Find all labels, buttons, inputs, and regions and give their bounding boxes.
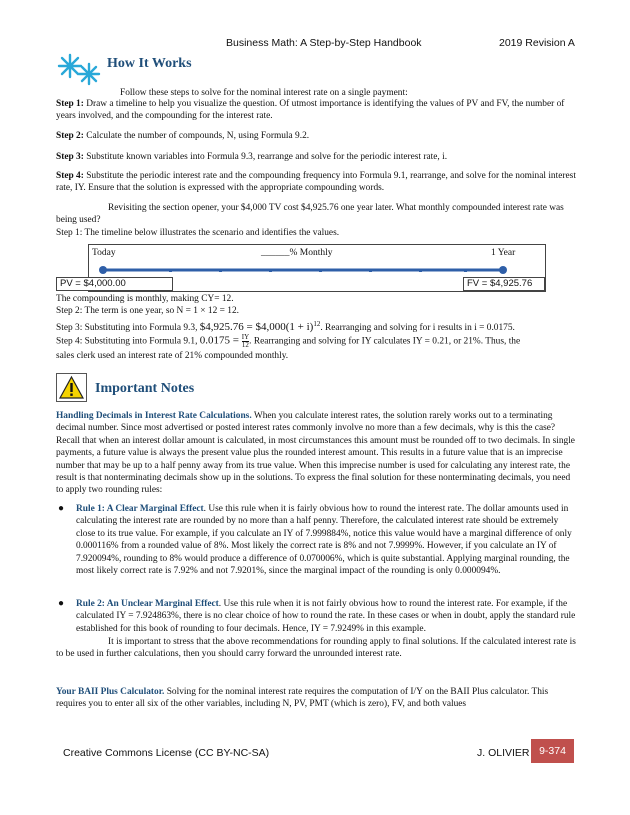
section-heading-important-notes: Important Notes <box>95 381 195 396</box>
timeline-label-today: Today <box>92 248 116 258</box>
fraction-numerator: IY <box>241 333 250 341</box>
calculator-subheading: Your BAII Plus Calculator. <box>56 687 165 697</box>
step-text: Substitute the periodic interest rate and the compounding frequency into Formula 9.1, rearrange, and solve for the nominal interest rate, IY. Ensure that the solution is expressed with the appropriate compounding words. <box>56 171 576 194</box>
timeline-label-end: 1 Year <box>491 248 516 258</box>
how-step-2 <box>56 130 576 142</box>
bullet-icon: ● <box>58 503 65 514</box>
how-step-4 <box>56 170 576 195</box>
example-step-4 <box>56 334 576 349</box>
example-step-3 <box>56 318 576 335</box>
section-heading-how-it-works: How It Works <box>107 56 192 71</box>
step-text: Calculate the number of compounds, N, using Formula 9.2. <box>83 131 310 141</box>
step-label: Step 3: <box>56 152 84 162</box>
running-header-title: Business Math: A Step-by-Step Handbook <box>226 37 422 49</box>
example-compounding: The compounding is monthly, making CY= 12. <box>56 294 234 304</box>
rule1-text: . Use this rule when it is fairly obvious how to round the interest rate. The dollar amounts used in calculating the interest rate are rounded by no more than a half penny. Therefore, the calculated interest rate should be extremely close to its true value. For example, if you calculate an IY of 7.999884%, notice this value would have a marginal difference of only 0.000116% from a rounded value of 8%. Most likely the correct rate is 8% and not 7.9999%. However, if you calculate an IY of 7.920094%, rounding to 8% would produce a difference of 0.070006%, which is quite substantial. Applying marginal rounding, the most likely correct rate is 7.92% and not 7.9201%, since the marginal impact of the rounding is only 0.000094%. <box>76 504 572 577</box>
page-number-badge: 9-374 <box>531 739 574 763</box>
rule2-text: . Use this rule when it is not fairly obvious how to round the interest rate. For example, if the calculated IY = 7.924863%, there is no clear choice of how to round the rate. In these cases or when in doubt, apply the standard rule established for this book of rounding to four decimals. Hence, IY = 7.9249% in this example. <box>76 599 576 634</box>
how-step-3 <box>56 151 576 163</box>
rule2-title: Rule 2: An Unclear Marginal Effect <box>76 599 219 609</box>
running-header-revision: 2019 Revision A <box>499 37 575 49</box>
final-solutions-paragraph: It is important to stress that the above recommendations for rounding apply to final solutions. If the calculated interest rate is to be used in further calculations, then you should carry forward the unrounded interest rate. <box>56 637 576 660</box>
example-conclusion: sales clerk used an interest rate of 21% compounded monthly. <box>56 351 289 361</box>
timeline-axis <box>89 265 545 275</box>
footer-author: J. OLIVIER <box>477 747 530 759</box>
example-step-1: Step 1: The timeline below illustrates the scenario and identifies the values. <box>56 228 340 238</box>
step-label: Step 4: <box>56 171 84 181</box>
snowflake-gears-icon <box>56 52 102 88</box>
rounding-rule-2 <box>76 598 576 635</box>
step-label: Step 2: <box>56 131 84 141</box>
step3-prefix: Step 3: Substituting into Formula 9.3, <box>56 323 200 334</box>
step4-prefix: Step 4: Substituting into Formula 9.1, <box>56 336 200 347</box>
step4-suffix: . Rearranging and solving for IY calculates IY = 0.21, or 21%. Thus, the <box>249 336 521 347</box>
timeline-fv-box: FV = $4,925.76 <box>463 277 545 291</box>
fraction-denominator: 12 <box>241 341 249 349</box>
step3-exponent: 12 <box>313 320 321 328</box>
timeline-pv-box: PV = $4,000.00 <box>56 277 173 291</box>
rule1-title: Rule 1: A Clear Marginal Effect <box>76 504 204 514</box>
step3-formula: $4,925.76 = $4,000(1 + i) <box>199 321 314 334</box>
decimals-subheading: Handling Decimals in Interest Rate Calculations. <box>56 411 252 421</box>
decimals-text: When you calculate interest rates, the solution rarely works out to a terminating decimal number. Since most advertised or posted interest rates commonly involve no more than a few decimals, why is this the case? Recall that when an interest dollar amount is calculated, in most circumstances this amount must be rounded off to two decimals. In single payments, a future value is always the present value plus the rounded interest amount. This results in a future value that is an imprecise number that may be up to a half penny away from its true value. When this imprecise number is used for calculating any interest rate, the result is that nonterminating decimals show up in the solutions. To express the final solution for these nonterminating decimals, you need to apply two rounding rules: <box>56 411 575 496</box>
how-step-1 <box>56 98 576 123</box>
step3-suffix: . Rearranging and solving for i results in i = 0.0175. <box>320 323 515 334</box>
example-intro: Revisiting the section opener, your $4,000 TV cost $4,925.76 one year later. What monthly compounded interest rate was being used? <box>56 203 564 226</box>
step-label: Step 1: <box>56 99 84 109</box>
calculator-paragraph <box>56 686 576 711</box>
bullet-icon: ● <box>58 598 65 609</box>
step-text: Substitute known variables into Formula 9.3, rearrange and solve for the periodic interest rate, i. <box>83 152 448 162</box>
footer-license: Creative Commons License (CC BY-NC-SA) <box>63 747 270 759</box>
timeline-label-rate: ______% Monthly <box>261 248 333 258</box>
warning-icon <box>56 373 87 402</box>
how-it-works-intro: Follow these steps to solve for the nominal interest rate on a single payment: <box>120 88 408 98</box>
step4-formula: 0.0175 = <box>199 334 242 347</box>
decimals-paragraph <box>56 410 576 497</box>
calculator-text: Solving for the nominal interest rate requires the computation of I/Y on the BAII Plus calculator. This requires you to enter all six of the other variables, including N, PV, PMT (which is zero), FV, and both values <box>56 687 549 710</box>
rounding-rule-1 <box>76 503 576 577</box>
example-step-2: Step 2: The term is one year, so N = 1 × 12 = 12. <box>56 306 239 316</box>
step-text: Draw a timeline to help you visualize the question. Of utmost importance is identifying the values of PV and FV, the number of years involved, and the compounding for the interest rate. <box>56 99 565 122</box>
